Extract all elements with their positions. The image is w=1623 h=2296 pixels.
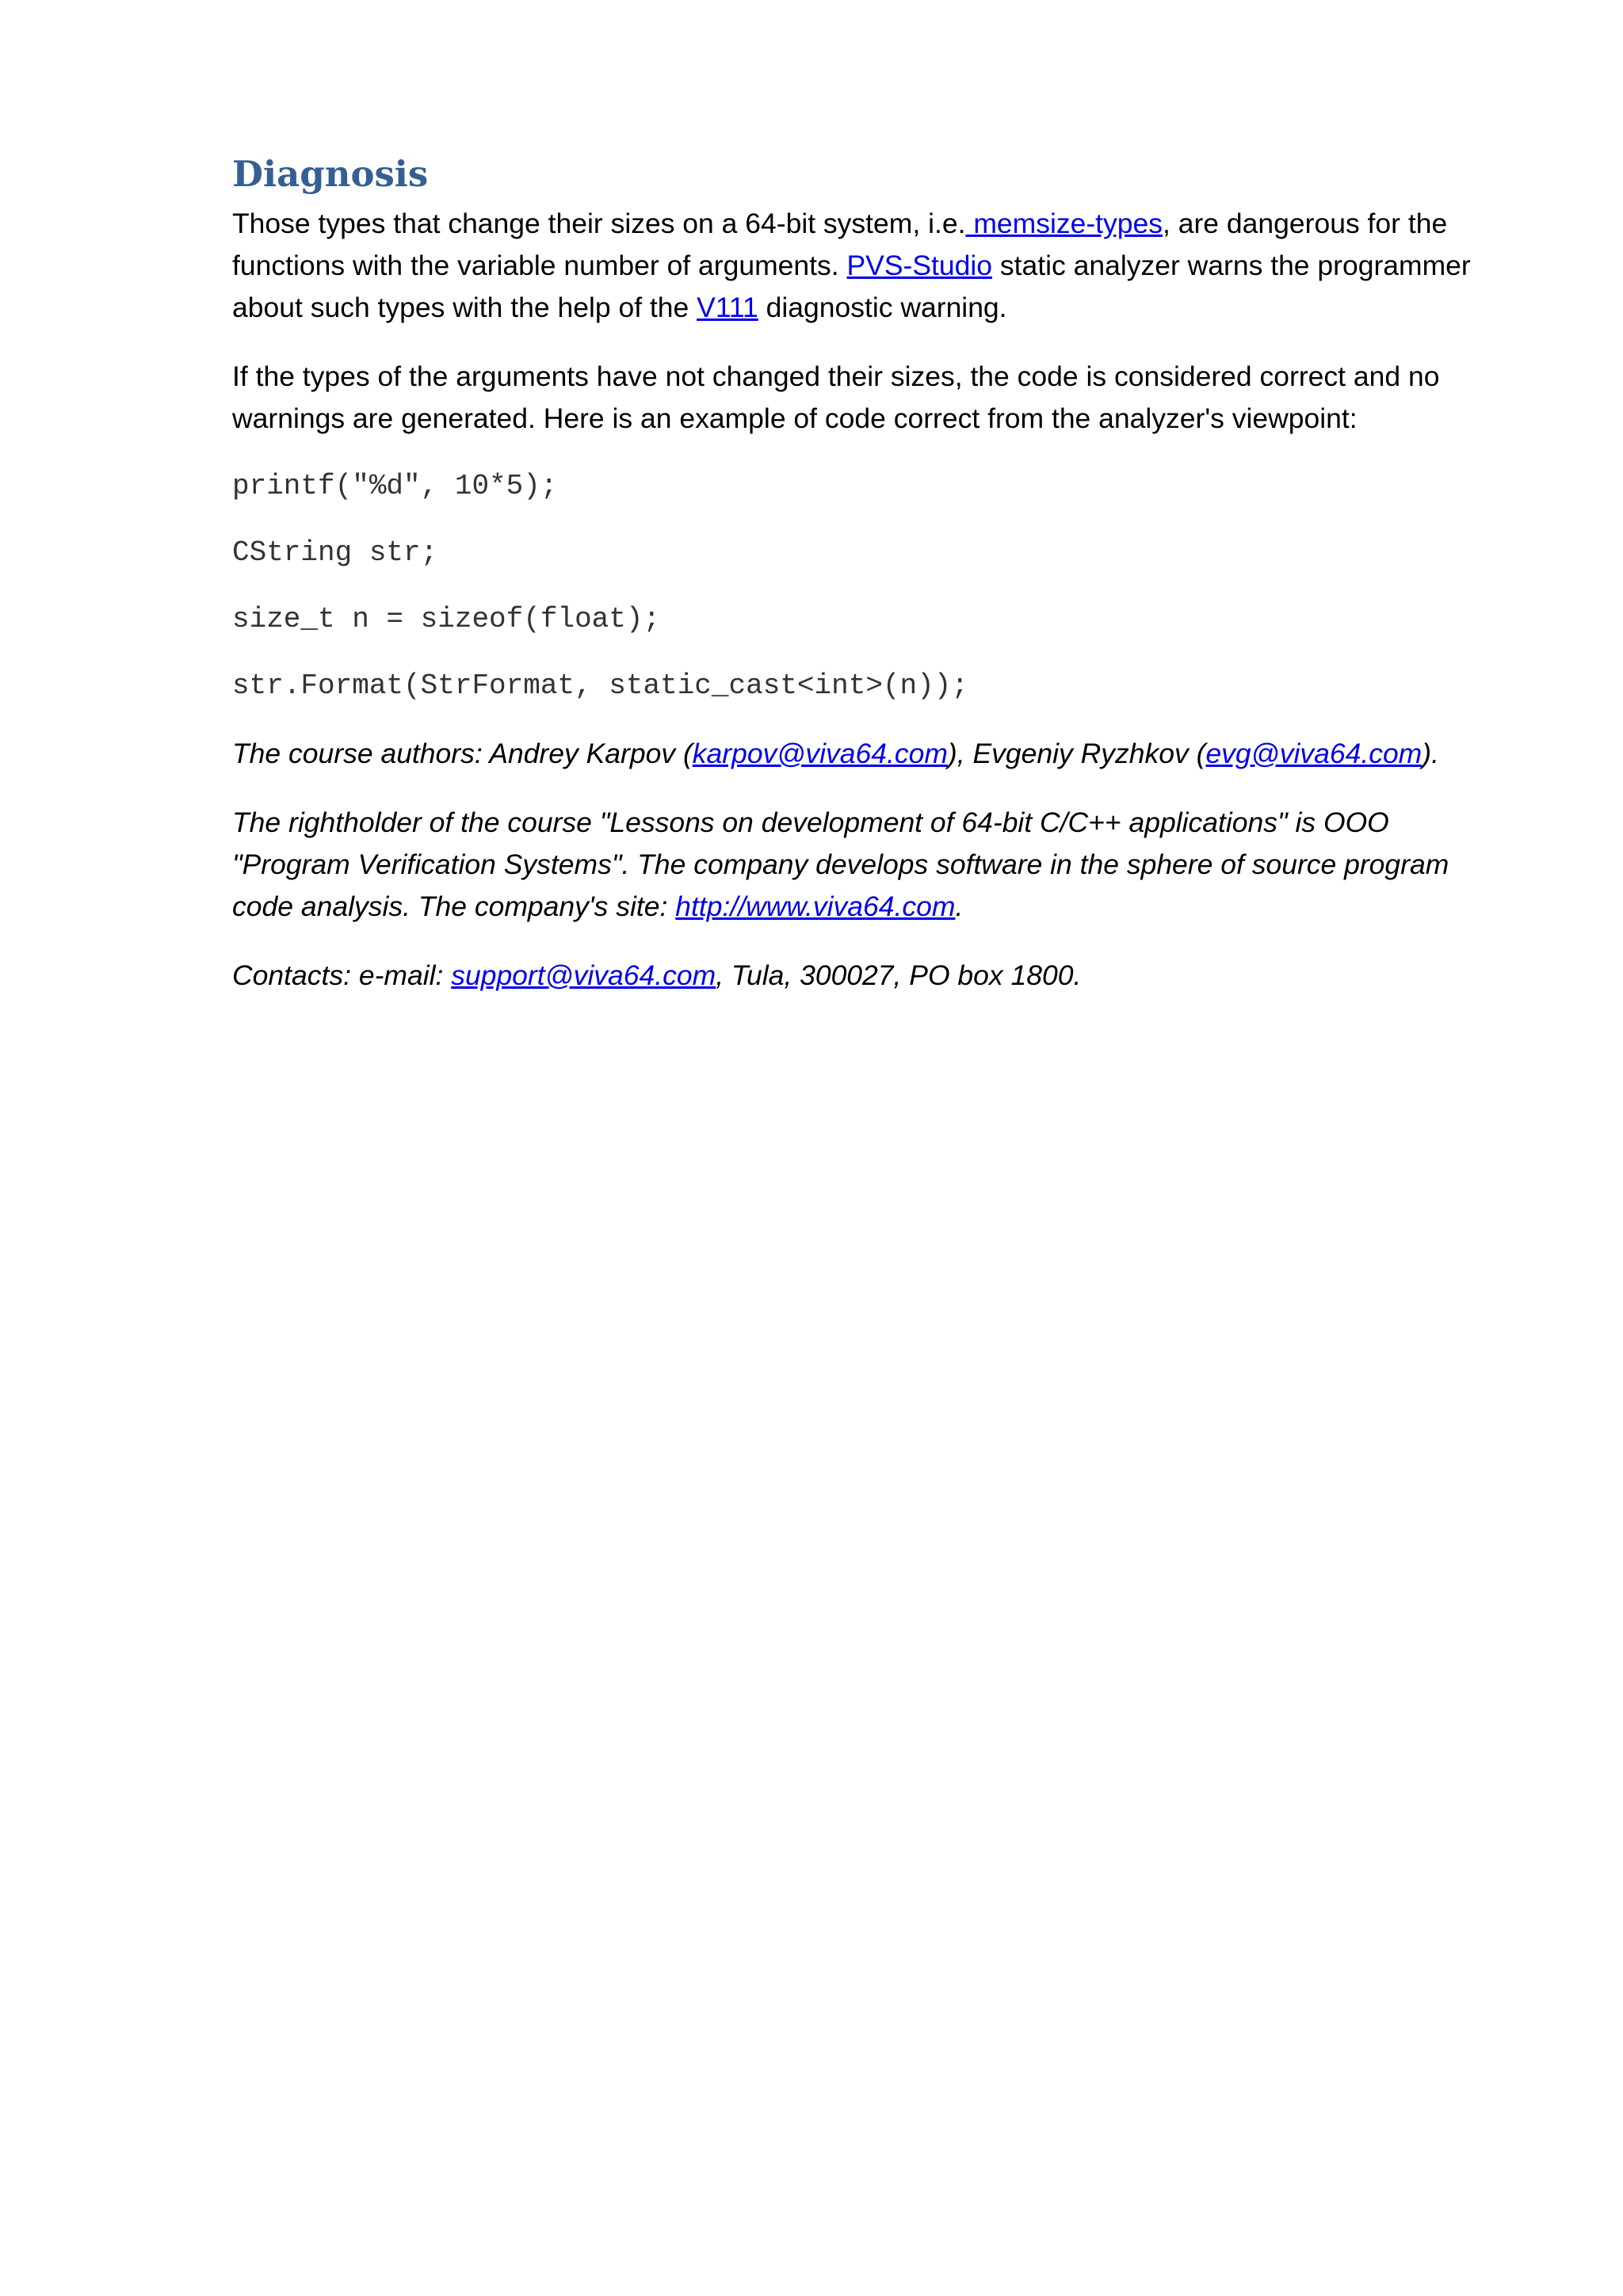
memsize-types-link[interactable]: memsize-types [965, 208, 1163, 239]
document-page [232, 151, 1476, 1024]
ryzhkov-email-link[interactable]: evg@viva64.com [1205, 738, 1423, 769]
intro-text-3: static analyzer warns the programmer about such types with the help of the [232, 250, 1471, 323]
support-email-link[interactable]: support@viva64.com [451, 959, 716, 991]
rightholder-text: The rightholder of the course "Lessons on development of 64-bit C/C++ applications" is OOO "Program Verification Systems". The company develops software in the sphere of source program code analysis. The company's site: [232, 807, 1449, 922]
authors-paragraph [232, 733, 1476, 775]
rightholder-paragraph [232, 802, 1476, 928]
authors-text-3: ). [1422, 738, 1439, 769]
authors-text-2: ), Evgeniy Ryzhkov ( [947, 738, 1206, 769]
intro-paragraph [232, 203, 1476, 329]
intro-text-2: , are dangerous for the functions with the variable number of arguments. [232, 208, 1448, 281]
rightholder-text-end: . [955, 891, 964, 922]
pvs-studio-link[interactable]: PVS-Studio [846, 250, 993, 281]
contacts-text-2: , Tula, 300027, PO box 1800. [716, 959, 1082, 991]
code-line: CString str; [232, 536, 438, 569]
company-site-link[interactable]: http://www.viva64.com [675, 891, 956, 922]
v111-link[interactable]: V111 [697, 292, 758, 323]
authors-text-1: The course authors: Andrey Karpov ( [232, 738, 693, 769]
contacts-text-1: Contacts: e-mail: [232, 959, 452, 991]
intro-text-4: diagnostic warning. [758, 292, 1007, 323]
section-heading: Diagnosis [232, 153, 429, 195]
code-line: size_t n = sizeof(float); [232, 603, 661, 635]
code-line: printf("%d", 10*5); [232, 470, 558, 502]
contacts-paragraph [232, 955, 1476, 997]
intro-text-1: Those types that change their sizes on a 64-bit system, i.e. [232, 208, 966, 239]
explanation-paragraph: If the types of the arguments have not changed their sizes, the code is considered correct and no warnings are generated. Here is an example of code correct from the analyzer's viewpoint: [232, 360, 1440, 434]
code-line: str.Format(StrFormat, static_cast<int>(n)); [232, 669, 968, 702]
karpov-email-link[interactable]: karpov@viva64.com [692, 738, 948, 769]
